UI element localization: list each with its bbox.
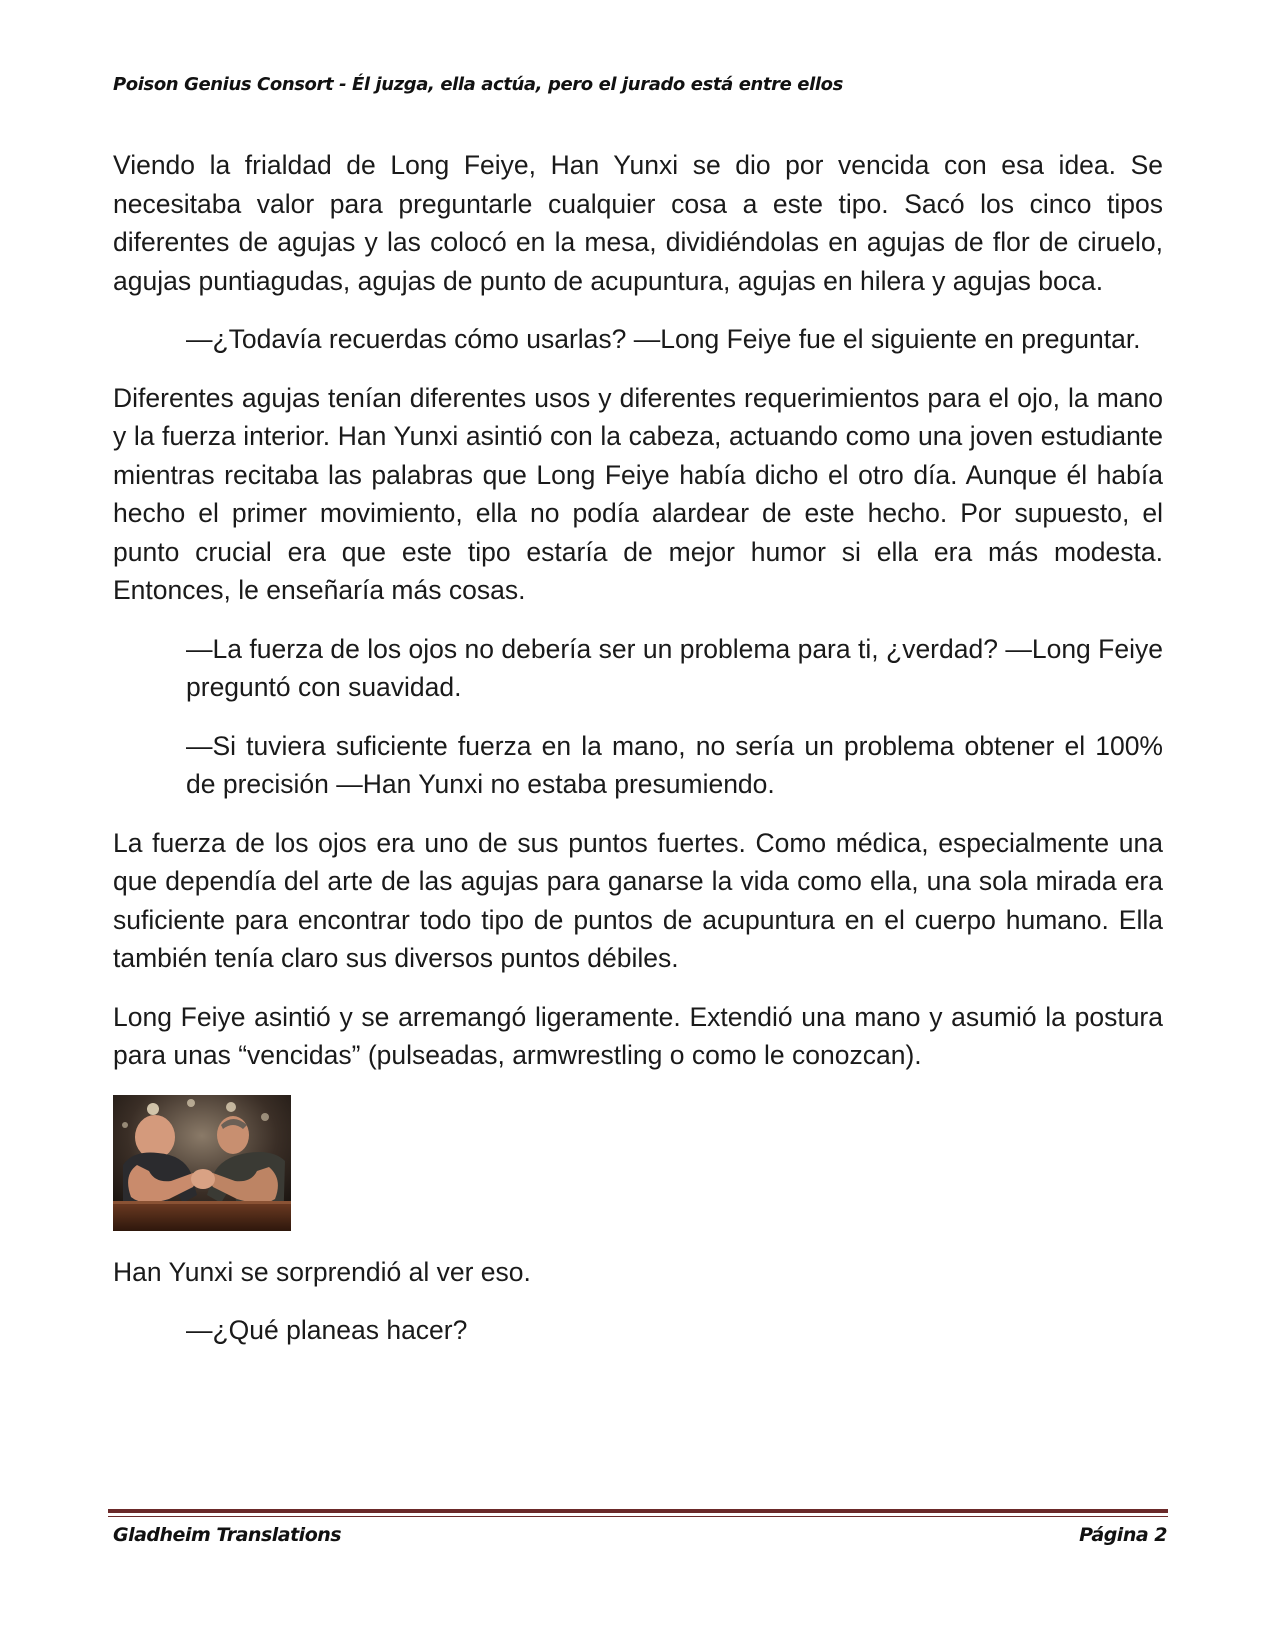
dialog-paragraph: —¿Qué planeas hacer? <box>186 1315 468 1345</box>
dialog-paragraph: —La fuerza de los ojos no debería ser un problema para ti, ¿verdad? —Long Feiye preguntó con suavidad. <box>186 633 1163 702</box>
footer-publisher: Gladheim Translations <box>113 1524 342 1546</box>
dialog-paragraph: —¿Todavía recuerdas cómo usarlas? —Long Feiye fue el siguiente en preguntar. <box>186 324 1141 354</box>
paragraph: Long Feiye asintió y se arremangó ligeramente. Extendió una mano y asumió la postura para unas “vencidas” (pulseadas, armwrestling o como le conozcan). <box>113 1001 1163 1070</box>
footer-divider-thin <box>108 1516 1168 1517</box>
footer-divider-thick <box>108 1509 1168 1513</box>
paragraph: Diferentes agujas tenían diferentes usos y diferentes requerimientos para el ojo, la mano y la fuerza interior. Han Yunxi asintió con la cabeza, actuando como una joven estudiante mientras recitaba las palabras que Long Feiye había dicho el otro día. Aunque él había hecho el primer movimiento, ella no podía alardear de este hecho. Por supuesto, el punto crucial era que este tipo estaría de mejor humor si ella era más modesta. Entonces, le enseñaría más cosas. <box>113 382 1163 605</box>
footer-page-number: Página 2 <box>1079 1524 1167 1546</box>
page-body <box>113 146 1163 1370</box>
page-header-title: Poison Genius Consort - Él juzga, ella actúa, pero el jurado está entre ellos <box>113 74 843 95</box>
paragraph: Han Yunxi se sorprendió al ver eso. <box>113 1256 531 1287</box>
dialog-paragraph: —Si tuviera suficiente fuerza en la mano, no sería un problema obtener el 100% de precisión —Han Yunxi no estaba presumiendo. <box>186 730 1163 799</box>
paragraph: La fuerza de los ojos era uno de sus puntos fuertes. Como médica, especialmente una que dependía del arte de las agujas para ganarse la vida como ella, una sola mirada era suficiente para encontrar todo tipo de puntos de acupuntura en el cuerpo humano. Ella también tenía claro sus diversos puntos débiles. <box>113 827 1163 973</box>
armwrestling-photo <box>113 1095 291 1231</box>
paragraph: Viendo la frialdad de Long Feiye, Han Yunxi se dio por vencida con esa idea. Se necesitaba valor para preguntarle cualquier cosa a este tipo. Sacó los cinco tipos diferentes de agujas y las colocó en la mesa, dividiéndolas en agujas de flor de ciruelo, agujas puntiagudas, agujas de punto de acupuntura, agujas en hilera y agujas boca. <box>113 150 1163 296</box>
